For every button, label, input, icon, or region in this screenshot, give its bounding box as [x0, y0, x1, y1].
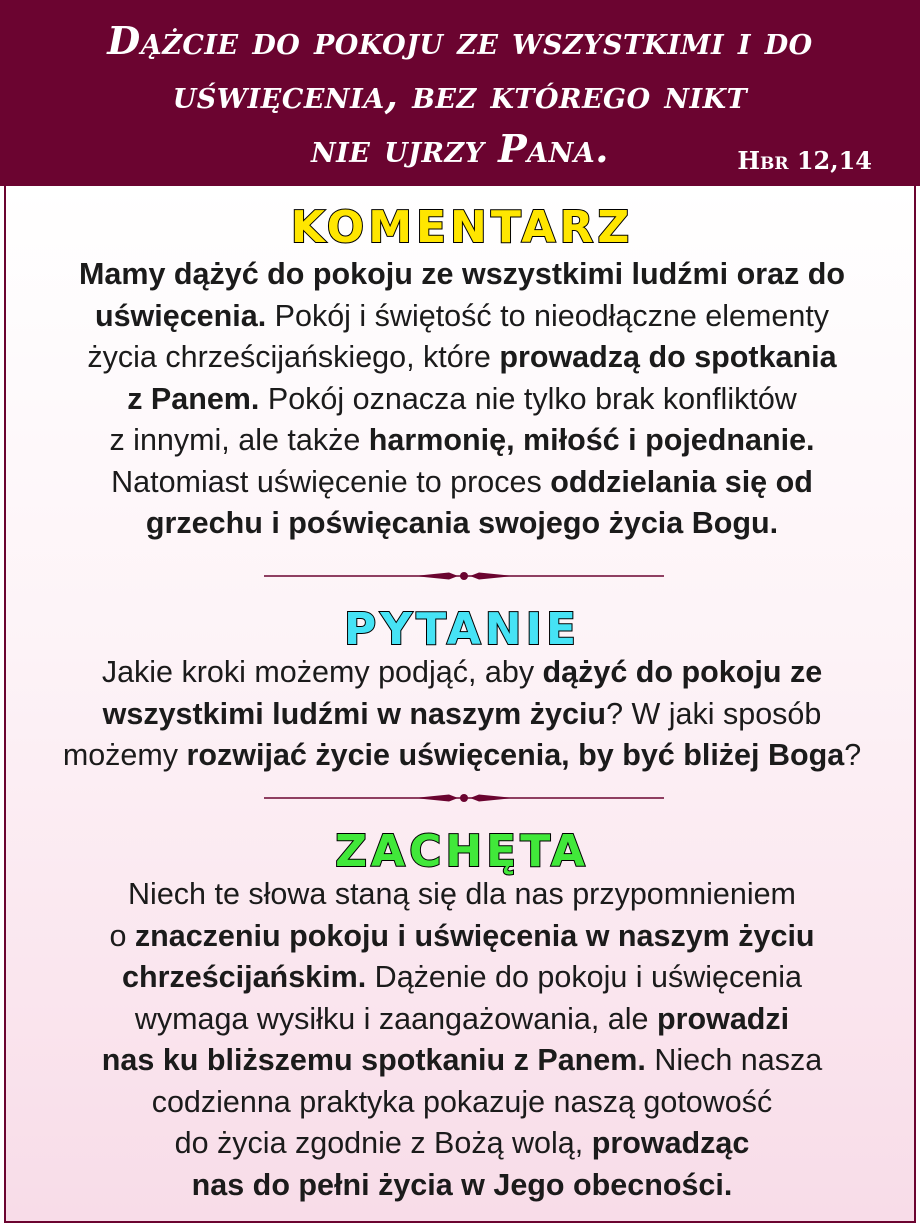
- text-line: [14, 379, 910, 421]
- emphasis-text: nas ku bliższemu spotkaniu z Panem.: [101, 1043, 646, 1077]
- plain-text: życia chrześcijańskiego, które: [87, 340, 500, 374]
- emphasis-text: prowadzą do spotkania: [499, 340, 837, 374]
- text-line: [14, 337, 910, 379]
- plain-text: Natomiast uświęcenie to proces: [111, 464, 551, 499]
- plain-text: możemy: [62, 738, 187, 772]
- plain-text: Jakie kroki możemy podjąć, aby: [101, 655, 543, 689]
- text-line: [14, 254, 910, 296]
- verse-line-2: uświęcenia, bez którego nikt: [172, 72, 748, 117]
- plain-text: ?: [844, 738, 862, 772]
- verse-line-1: Dążcie do pokoju ze wszystkimi i do: [107, 18, 813, 63]
- verse-reference: Hbr 12,14: [737, 146, 872, 175]
- text-line: [14, 1082, 910, 1124]
- emphasis-text: oddzielania się od: [550, 464, 813, 499]
- komentarz-heading: KOMENTARZ: [290, 202, 634, 253]
- section-divider: [264, 568, 664, 584]
- text-line: [14, 874, 910, 916]
- plain-text: wymaga wysiłku i zaangażowania, ale: [134, 1001, 657, 1036]
- text-line: [14, 957, 910, 999]
- emphasis-text: prowadząc: [591, 1126, 750, 1160]
- text-line: [14, 999, 910, 1041]
- section-divider: [264, 790, 664, 806]
- pytanie-text: [14, 652, 910, 777]
- verse-header: [0, 0, 920, 186]
- emphasis-text: uświęcenia.: [94, 298, 267, 333]
- text-line: [14, 694, 910, 736]
- text-line: [14, 462, 910, 504]
- plain-text: do życia zgodnie z Bożą wolą,: [174, 1126, 592, 1160]
- emphasis-text: harmonię, miłość i pojednanie.: [368, 423, 815, 457]
- text-line: [14, 1165, 910, 1207]
- plain-text: Niech te słowa staną się dla nas przypomnieniem: [128, 877, 796, 911]
- plain-text: Dążenie do pokoju i uświęcenia: [366, 960, 802, 994]
- emphasis-text: z Panem.: [127, 381, 260, 416]
- pytanie-heading: PYTANIE: [343, 604, 580, 655]
- emphasis-text: nas do pełni życia w Jego obecności.: [191, 1167, 733, 1202]
- zacheta-text: [14, 874, 910, 1206]
- plain-text: ? W jaki sposób: [606, 696, 822, 731]
- text-line: [14, 1123, 910, 1165]
- komentarz-text: [14, 254, 910, 545]
- emphasis-text: rozwijać życie uświęcenia, by być bliżej Boga: [186, 738, 845, 772]
- plain-text: Pokój oznacza nie tylko brak konfliktów: [259, 381, 797, 416]
- emphasis-text: Mamy dążyć do pokoju ze wszystkimi ludźmi oraz do: [78, 257, 846, 291]
- text-line: [14, 296, 910, 338]
- verse-line-3: nie ujrzy Pana.: [311, 126, 609, 171]
- zacheta-heading: ZACHĘTA: [335, 826, 589, 877]
- plain-text: Niech nasza: [645, 1043, 823, 1077]
- emphasis-text: prowadzi: [656, 1001, 790, 1036]
- emphasis-text: znaczeniu pokoju i uświęcenia w naszym życiu: [134, 918, 815, 953]
- plain-text: z innymi, ale także: [109, 423, 369, 457]
- plain-text: Pokój i świętość to nieodłączne elementy: [266, 298, 830, 333]
- text-line: [14, 916, 910, 958]
- emphasis-text: chrześcijańskim.: [122, 960, 367, 994]
- text-line: [14, 420, 910, 462]
- text-line: [14, 652, 910, 694]
- emphasis-text: wszystkimi ludźmi w naszym życiu: [102, 696, 607, 731]
- text-line: [14, 503, 910, 545]
- content-panel: [4, 186, 916, 1223]
- emphasis-text: dążyć do pokoju ze: [542, 655, 823, 689]
- plain-text: codzienna praktyka pokazuje naszą gotowość: [151, 1084, 773, 1119]
- text-line: [14, 1040, 910, 1082]
- emphasis-text: grzechu i poświęcania swojego życia Bogu.: [145, 506, 779, 540]
- text-line: [14, 735, 910, 777]
- plain-text: o: [109, 918, 135, 953]
